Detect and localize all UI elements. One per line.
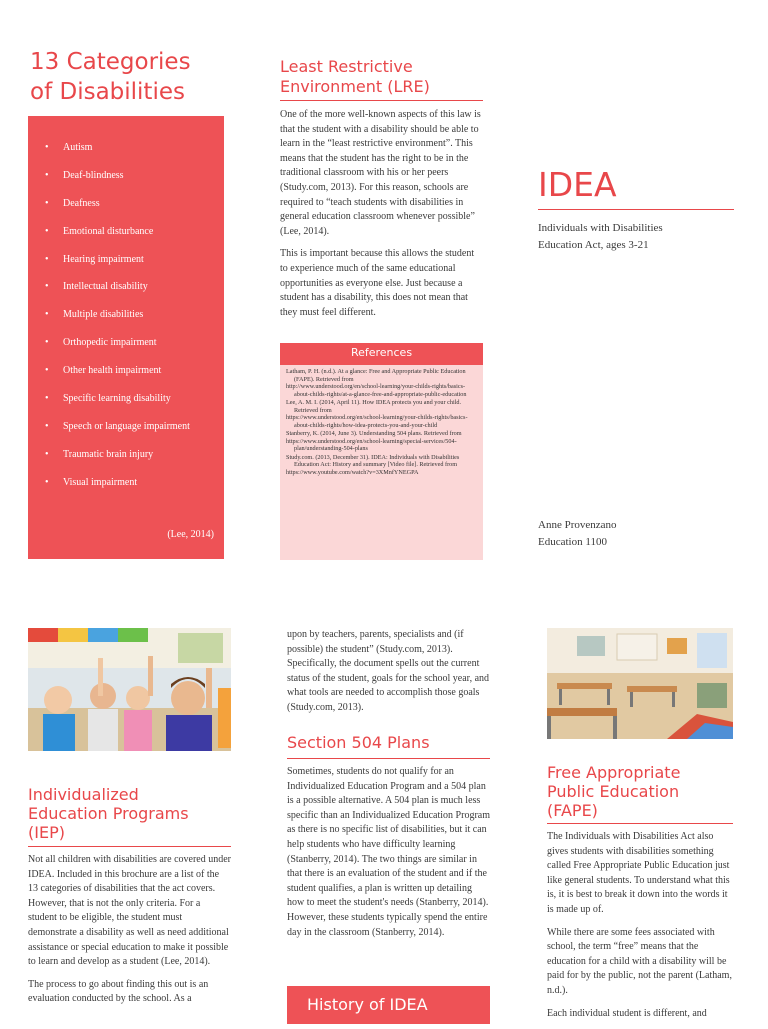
- lre-title-line2: Environment (LRE): [280, 77, 430, 96]
- lre-divider: [280, 100, 483, 101]
- iep-body: [28, 853, 231, 1015]
- disability-item: • Emotional disturbance: [28, 226, 224, 254]
- iep-title: [28, 785, 189, 842]
- fape-title-line2: Public Education: [547, 782, 680, 801]
- disability-item: • Specific learning disability: [28, 393, 224, 421]
- references-box: [280, 343, 483, 560]
- fape-title-line3: (FAPE): [547, 801, 598, 820]
- reference-text: Latham, P. H. (n.d.). At a glance: Free and Appropriate Public Education (FAPE). Retrieved from: [286, 368, 466, 383]
- iep-para2: The process to go about finding this out is an evaluation conducted by the school. As a: [28, 978, 209, 1005]
- lre-title: [280, 57, 430, 97]
- section504-title: Section 504 Plans: [287, 733, 430, 752]
- reference-entry: [286, 368, 475, 398]
- section504-divider: [287, 758, 490, 759]
- disability-item: • Multiple disabilities: [28, 309, 224, 337]
- section504-para1: Sometimes, students do not qualify for an Individualized Education Program and a 504 plan is a possible alternative. A 504 plan is much less specific than an Individualized Education Program as there is no specific list of disabilities, but it can help students who have difficulty learning (Stanberry, 2014). The two things are similar in that there is an evaluation of the student and if the student qualifies, a plan is written up detailing how to meet the student's needs (Stanberry, 2014). However, these students typically spend the entire day in the classroom (Stanberry, 2014).: [287, 766, 490, 938]
- iep-continued-para: upon by teachers, parents, specialists and (if possible) the student” (Study.com, 2013). Specifically, the document spells out the current status of the student, goals for the school year, and what tools are needed to accomplish those goals (Study.com, 2013).: [287, 629, 490, 713]
- categories-title-line1: 13 Categories: [30, 49, 191, 75]
- reference-text: Lee, A. M. I. (2014, April 11). How IDEA protects you and your child. Retrieved from: [286, 399, 462, 414]
- lre-body: [280, 108, 483, 328]
- references-list: [280, 365, 483, 476]
- iep-continued-body: [287, 628, 490, 724]
- disability-item: • Speech or language impairment: [28, 421, 224, 449]
- reference-url[interactable]: http://www.understood.org/en/school-learning/your-childs-rights/basics-about-childs-rights/at-a-glance-free-and-appropriate-public-education: [286, 383, 467, 398]
- fape-para3: Each individual student is different, and: [547, 1007, 707, 1019]
- kids-raising-hands-illustration: [28, 628, 231, 751]
- disability-item: • Traumatic brain injury: [28, 449, 224, 477]
- reference-entry: [286, 399, 475, 429]
- lre-title-line1: Least Restrictive: [280, 57, 413, 76]
- fape-title: [547, 763, 680, 820]
- idea-subtitle-line2: Education Act, ages 3-21: [538, 239, 649, 251]
- reference-url[interactable]: https://www.youtube.com/watch?v=3XMnfYNEGPA: [286, 468, 419, 476]
- disability-item: • Deafness: [28, 198, 224, 226]
- disabilities-list: [28, 142, 224, 505]
- empty-classroom-illustration: [547, 628, 733, 739]
- section504-body: [287, 765, 490, 948]
- categories-title-line2: of Disabilities: [30, 79, 185, 105]
- fape-body: [547, 830, 733, 1029]
- author-block: [538, 517, 617, 551]
- fape-title-line1: Free Appropriate: [547, 763, 681, 782]
- course-name: Education 1100: [538, 536, 607, 548]
- lre-para1: One of the more well-known aspects of this law is that the student with a disability should be able to learn in the “least restrictive environment”. This means that the student has the right to be in the traditional classroom with his or her peers (Study.com, 2013). For this reason, schools are required to “teach students with disabilities in general education classroom whenever possible” (Lee, 2014).: [280, 109, 481, 237]
- reference-url[interactable]: https://www.understood.org/en/school-learning/special-services/504-plan/understanding-504-plans: [286, 437, 457, 452]
- reference-entry: [286, 430, 475, 453]
- idea-subtitle: [538, 220, 663, 254]
- references-header: References: [280, 343, 483, 365]
- disability-item: • Visual impairment: [28, 477, 224, 505]
- disability-item: • Other health impairment: [28, 365, 224, 393]
- fape-divider: [547, 823, 733, 824]
- fape-para2: While there are some fees associated with school, the term “free” means that the education for a child with a disability will be paid for by the public, not the parent (Latham, n.d.).: [547, 926, 732, 996]
- fape-para1: The Individuals with Disabilities Act also gives students with disabilities something called Free Appropriate Public Education just like general students. To understand what this is, it is best to break it down into the words it is made up of.: [547, 831, 730, 915]
- history-title: History of IDEA: [307, 995, 428, 1014]
- author-name: Anne Provenzano: [538, 519, 617, 531]
- reference-text: Stanberry, K. (2014, June 3). Understanding 504 plans. Retrieved from: [286, 430, 462, 437]
- reference-text: Study.com. (2013, December 31). IDEA: Individuals with Disabilities Education Act: History and summary [Video file]. Retrieved from: [286, 453, 460, 468]
- reference-entry: [286, 454, 475, 477]
- iep-title-line2: Education Programs: [28, 804, 189, 823]
- disability-item: • Hearing impairment: [28, 254, 224, 282]
- iep-divider: [28, 846, 231, 847]
- disability-item: • Orthopedic impairment: [28, 337, 224, 365]
- disability-item: • Deaf-blindness: [28, 170, 224, 198]
- iep-para1: Not all children with disabilities are covered under IDEA. Included in this brochure are a list of the 13 categories of disabilities that the act covers. However, that is not the only criteria. For a student to be eligible, the student must demonstrate a disability as well as need additional assistance or special education to make it possible to learn and develop as a student (Lee, 2014).: [28, 854, 231, 968]
- categories-title: [30, 47, 191, 107]
- disabilities-list-box: [28, 116, 224, 559]
- reference-url[interactable]: https://www.understood.org/en/school-learning/your-childs-rights/basics-about-childs-rights/how-idea-protects-you-and-your-child: [286, 414, 468, 429]
- disability-item: • Autism: [28, 142, 224, 170]
- history-header: [287, 986, 490, 1024]
- list-citation: (Lee, 2014): [167, 529, 214, 540]
- idea-divider: [538, 209, 734, 210]
- classroom-kids-photo: [28, 628, 231, 751]
- lre-para2: This is important because this allows the student to experience much of the same educational opportunities as everyone else. Just because a student has a disability, this does not mean that they must feel different.: [280, 248, 475, 318]
- disability-item: • Intellectual disability: [28, 281, 224, 309]
- idea-subtitle-line1: Individuals with Disabilities: [538, 222, 663, 234]
- idea-title: IDEA: [538, 165, 617, 204]
- iep-title-line1: Individualized: [28, 785, 139, 804]
- iep-title-line3: (IEP): [28, 823, 65, 842]
- empty-classroom-photo: [547, 628, 733, 739]
